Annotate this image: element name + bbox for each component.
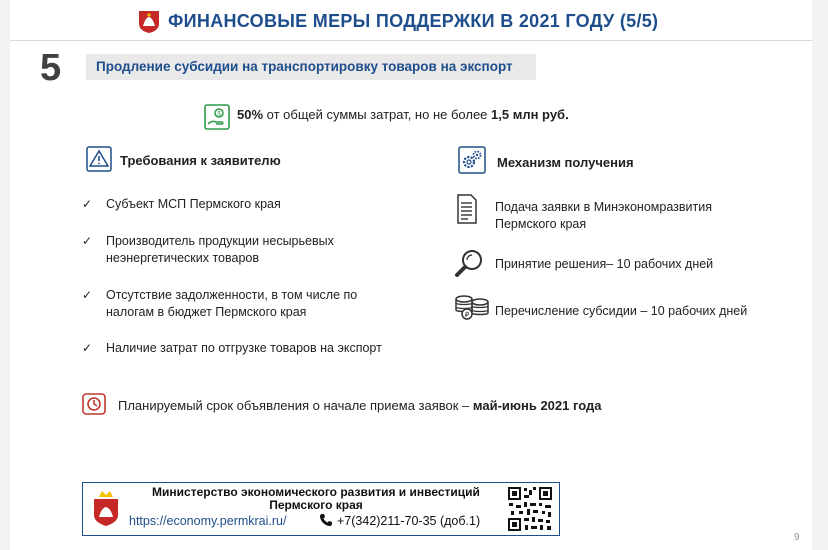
page-title: ФИНАНСОВЫЕ МЕРЫ ПОДДЕРЖКИ В 2021 ГОДУ (5/5) xyxy=(168,11,659,31)
slide xyxy=(10,0,812,550)
section-title: Продление субсидии на транспортировку товаров на экспорт xyxy=(96,59,513,74)
gears-icon xyxy=(458,146,486,174)
check-icon: ✓ xyxy=(82,288,93,302)
phone-icon xyxy=(319,513,333,527)
phone-number[interactable]: +7(342)211-70-35 (доб.1) xyxy=(337,514,481,528)
subsidy-amount xyxy=(237,107,569,122)
application-deadline xyxy=(118,398,601,413)
document-icon xyxy=(456,194,478,224)
ministry-name-line2: Пермского края xyxy=(269,498,363,512)
svg-text:₽: ₽ xyxy=(464,312,470,319)
mechanism-step: Перечисление субсидии – 10 рабочих дней xyxy=(495,304,748,318)
svg-text:$: $ xyxy=(217,111,221,118)
deadline-text: Планируемый срок объявления о начале приема заявок – xyxy=(118,398,473,413)
amount-middle-text: от общей суммы затрат, но не более xyxy=(263,107,492,122)
clock-icon xyxy=(82,393,106,415)
section-title-box xyxy=(86,54,536,80)
coins-icon xyxy=(454,294,490,320)
ministry-name xyxy=(131,486,501,512)
ministry-name-line1: Министерство экономического развития и инвестиций xyxy=(152,485,480,499)
contact-box xyxy=(82,482,560,536)
amount-limit: 1,5 млн руб. xyxy=(491,107,569,122)
qr-code-icon[interactable] xyxy=(507,486,553,532)
perm-region-emblem-icon xyxy=(91,489,121,527)
deadline-period: май-июнь 2021 года xyxy=(472,398,602,413)
mechanism-step: Принятие решения– 10 рабочих дней xyxy=(495,257,714,271)
mechanism-step: Подача заявки в Минэкономразвития Пермского края xyxy=(495,200,712,231)
amount-percent: 50% xyxy=(237,107,264,122)
requirement-label: Субъект МСП Пермского края xyxy=(106,197,281,211)
requirement-label: Производитель продукции несырьевых неэнергетических товаров xyxy=(106,234,334,265)
check-icon: ✓ xyxy=(82,234,93,248)
requirement-label: Наличие затрат по отгрузке товаров на экспорт xyxy=(106,341,382,355)
check-icon: ✓ xyxy=(82,197,93,211)
requirement-label: Отсутствие задолженности, в том числе по налогам в бюджет Пермского края xyxy=(106,288,358,319)
mechanism-title: Механизм получения xyxy=(497,155,634,170)
page-number: 9 xyxy=(794,532,800,543)
section-number: 5 xyxy=(40,47,62,89)
requirements-title: Требования к заявителю xyxy=(120,153,281,168)
website-link[interactable]: https://economy.permkrai.ru/ xyxy=(129,514,287,528)
money-hand-icon xyxy=(204,104,230,130)
check-icon: ✓ xyxy=(82,341,93,355)
warning-icon xyxy=(86,146,112,172)
magnifier-icon xyxy=(454,248,484,278)
perm-region-emblem-icon xyxy=(138,10,160,34)
header xyxy=(10,0,812,41)
